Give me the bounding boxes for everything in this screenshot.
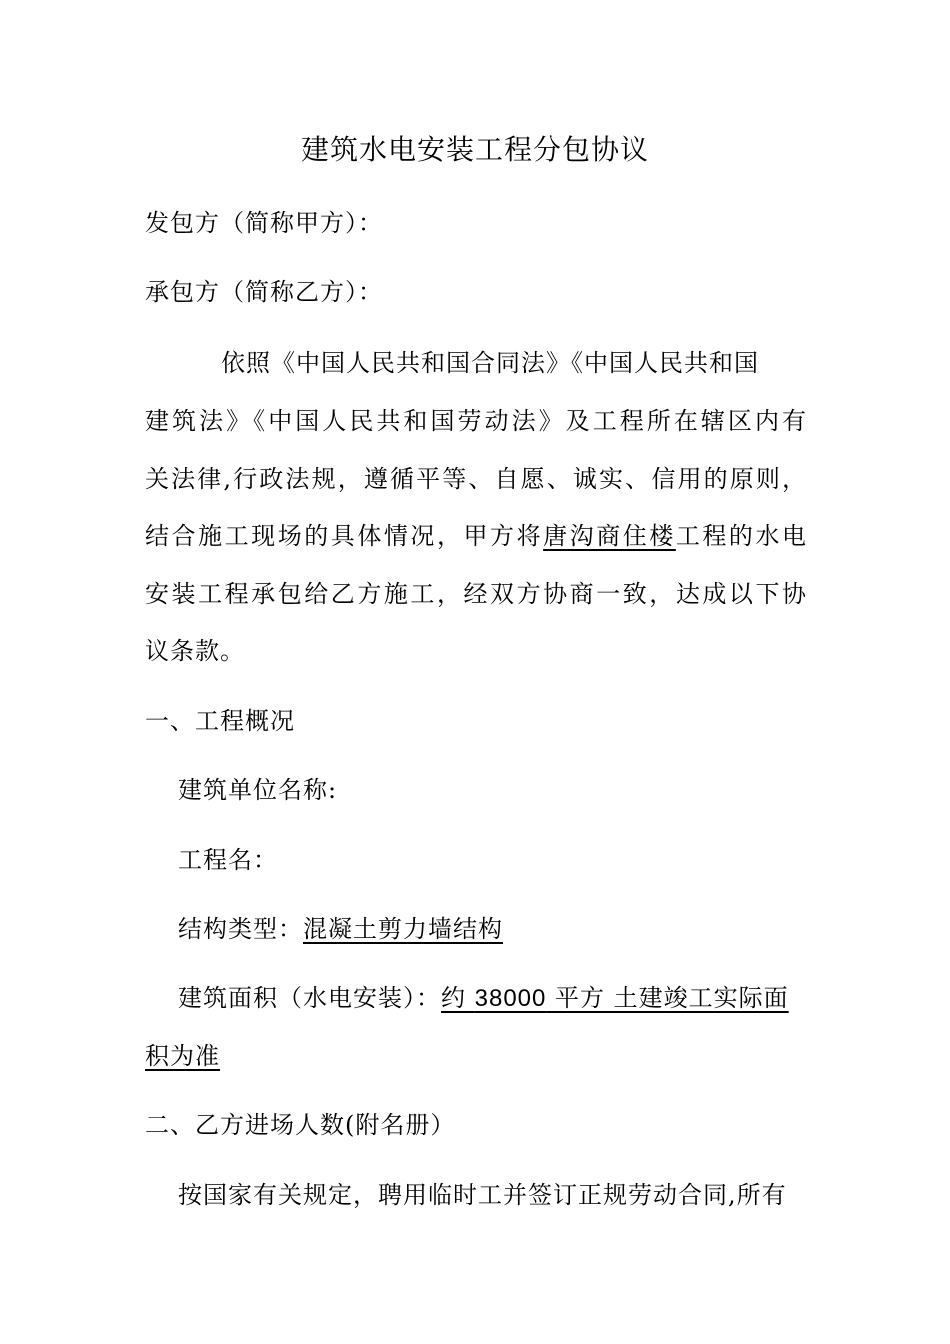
building-area-value bbox=[441, 984, 789, 1012]
intro-line-4-before: 结合施工现场的具体情况，甲方将 bbox=[145, 522, 544, 550]
project-name-label: 工程名： bbox=[178, 846, 278, 874]
intro-line-4 bbox=[145, 516, 807, 551]
structure-type-line bbox=[178, 909, 503, 944]
structure-type-label: 结构类型： bbox=[178, 915, 303, 943]
section-2-body-line-1: 按国家有关规定，聘用临时工并签订正规劳动合同,所有 bbox=[178, 1181, 787, 1209]
building-area-value-2: 积为准 bbox=[145, 1042, 220, 1070]
structure-type-value: 混凝土剪力墙结构 bbox=[303, 915, 503, 943]
building-area-label: 建筑面积（水电安装）： bbox=[178, 984, 441, 1012]
section-2-heading: 二、乙方进场人数(附名册） bbox=[145, 1111, 456, 1139]
area-rest: 平方 土建竣工实际面 bbox=[555, 984, 789, 1012]
area-number: 38000 bbox=[474, 985, 547, 1012]
intro-line-6: 议条款。 bbox=[145, 637, 245, 665]
intro-line-5: 安装工程承包给乙方施工，经双方协商一致，达成以下协 bbox=[145, 580, 807, 608]
intro-line-4-after: 工程的水电 bbox=[675, 522, 808, 550]
section-1-heading: 一、工程概况 bbox=[145, 707, 295, 735]
building-unit-label: 建筑单位名称: bbox=[178, 776, 338, 804]
party-b-line: 承包方（简称乙方）： bbox=[145, 278, 383, 306]
building-area-line-2 bbox=[145, 1036, 220, 1071]
intro-line-3: 关法律,行政法规，遵循平等、自愿、诚实、信用的原则， bbox=[145, 465, 807, 493]
building-area-line bbox=[178, 978, 789, 1013]
area-prefix: 约 bbox=[441, 984, 466, 1012]
document-title: 建筑水电安装工程分包协议 bbox=[300, 133, 649, 166]
intro-line-1: 依照《中国人民共和国合同法》《中国人民共和国 bbox=[221, 349, 759, 377]
project-name: 唐沟商住楼 bbox=[543, 522, 676, 550]
intro-line-2: 建筑法》《中国人民共和国劳动法》及工程所在辖区内有 bbox=[145, 407, 807, 435]
party-a-line: 发包方（简称甲方）： bbox=[145, 209, 383, 237]
